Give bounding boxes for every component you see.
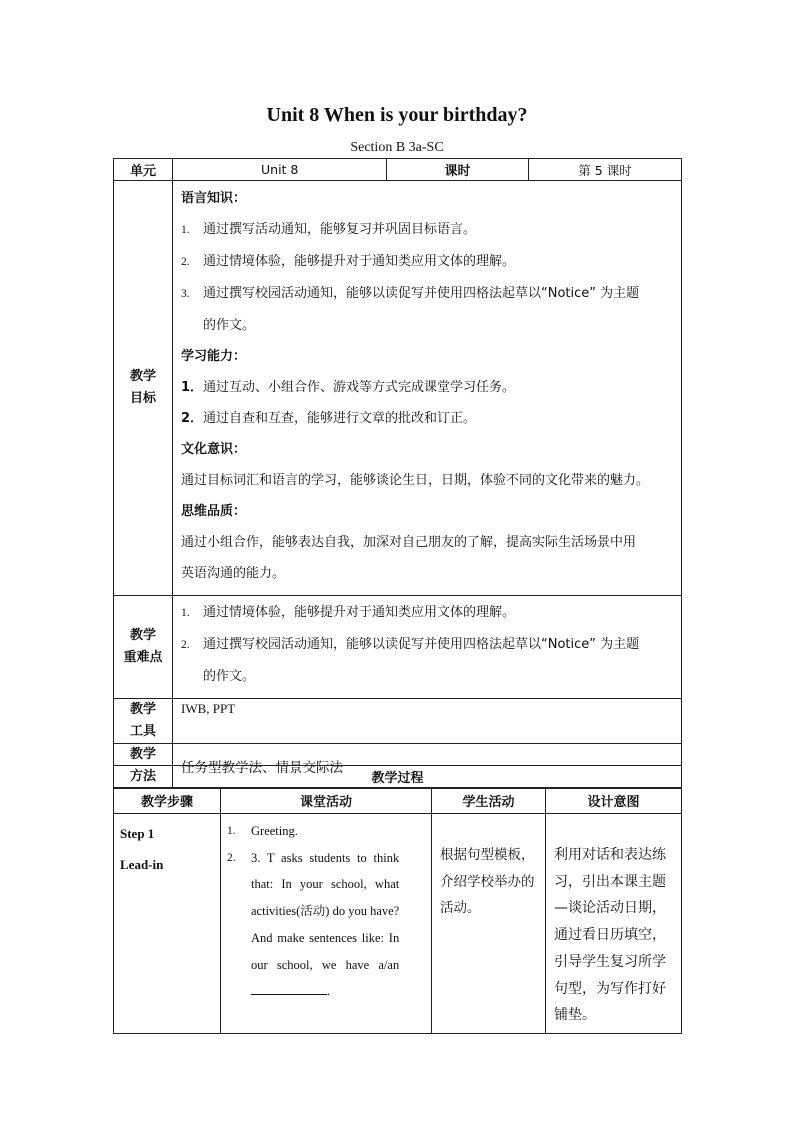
unit-value: Unit 8 <box>173 159 387 181</box>
student-activity: 根据句型模板，介绍学校举办的活动。 <box>432 814 546 1034</box>
page-subtitle: Section B 3a-SC <box>350 140 444 155</box>
header-row <box>114 159 682 181</box>
culture-heading: 文化意识： <box>181 442 247 457</box>
thinking-heading: 思维品质： <box>181 504 247 519</box>
methods-value: 任务型教学法、情景交际法 <box>173 744 682 789</box>
language-heading: 语言知识： <box>181 191 247 206</box>
tools-label: 教学 工具 <box>114 699 173 744</box>
key-point-2-cont: 的作文。 <box>203 669 256 684</box>
language-item-2: 2. 通过情境体验，能够提升对于通知类应用文体的理解。 <box>181 254 516 269</box>
key-point-1: 1. 通过情境体验，能够提升对于通知类应用文体的理解。 <box>181 605 516 620</box>
process-heading: 教学过程 <box>114 766 682 788</box>
page-title: Unit 8 When is your birthday? <box>266 104 528 126</box>
tools-row <box>114 699 682 744</box>
objectives-label: 教学 目标 <box>114 181 173 596</box>
key-points-row <box>114 596 682 699</box>
objectives-content <box>173 181 682 596</box>
step1-number: Step 1 <box>120 826 155 841</box>
culture-text: 通过目标词汇和语言的学习，能够谈论生日，日期，体验不同的文化带来的魅力。 <box>181 473 650 488</box>
ability-item-2: 2．通过自查和互查，能够进行文章的批改和订正。 <box>181 411 477 426</box>
lesson-plan-table <box>113 158 682 789</box>
step1-cell <box>114 814 221 1034</box>
methods-label: 教学 方法 <box>114 744 173 789</box>
process-columns-row <box>114 788 682 814</box>
thinking-text-2: 英语沟通的能力。 <box>181 566 286 581</box>
key-points-label: 教学 重难点 <box>114 596 173 699</box>
period-value: 第 5 课时 <box>529 159 682 181</box>
key-points-content <box>173 596 682 699</box>
ability-heading: 学习能力： <box>181 349 247 364</box>
language-item-3-cont: 的作文。 <box>203 318 256 333</box>
language-item-3: 3. 通过撰写校园活动通知，能够以读促写并使用四格法起草以“Notice” 为主题 <box>181 286 640 301</box>
activity-1: 1. Greeting. <box>227 824 298 838</box>
period-label: 课时 <box>387 159 529 181</box>
activity-2: 2. 3. T asks students to think that: In your school, what activities(活动) do you have? And make sentences like: In our school, we have a/an . <box>227 850 400 999</box>
thinking-text-1: 通过小组合作，能够表达自我，加深对自己朋友的了解，提高实际生活场景中用 <box>181 535 637 550</box>
col-step: 教学步骤 <box>114 788 221 814</box>
step1-row <box>114 814 682 1034</box>
process-heading-row <box>114 766 682 788</box>
col-student: 学生活动 <box>432 788 546 814</box>
answer-blank: . <box>251 984 330 998</box>
step1-name: Lead-in <box>120 857 164 872</box>
col-intent: 设计意图 <box>546 788 682 814</box>
ability-item-1: 1．通过互动、小组合作、游戏等方式完成课堂学习任务。 <box>181 380 516 395</box>
unit-label: 单元 <box>114 159 173 181</box>
key-point-2: 2. 通过撰写校园活动通知，能够以读促写并使用四格法起草以“Notice” 为主题 <box>181 637 640 652</box>
tools-value: IWB, PPT <box>173 699 682 744</box>
step1-activities <box>221 814 432 1034</box>
objectives-row <box>114 181 682 596</box>
design-intent: 利用对话和表达练习，引出本课主题—谈论活动日期，通过看日历填空，引导学生复习所学句型，为写作打好铺垫。 <box>546 814 682 1034</box>
col-activity: 课堂活动 <box>221 788 432 814</box>
process-table <box>113 765 682 1034</box>
language-item-1: 1. 通过撰写活动通知，能够复习并巩固目标语言。 <box>181 222 477 237</box>
